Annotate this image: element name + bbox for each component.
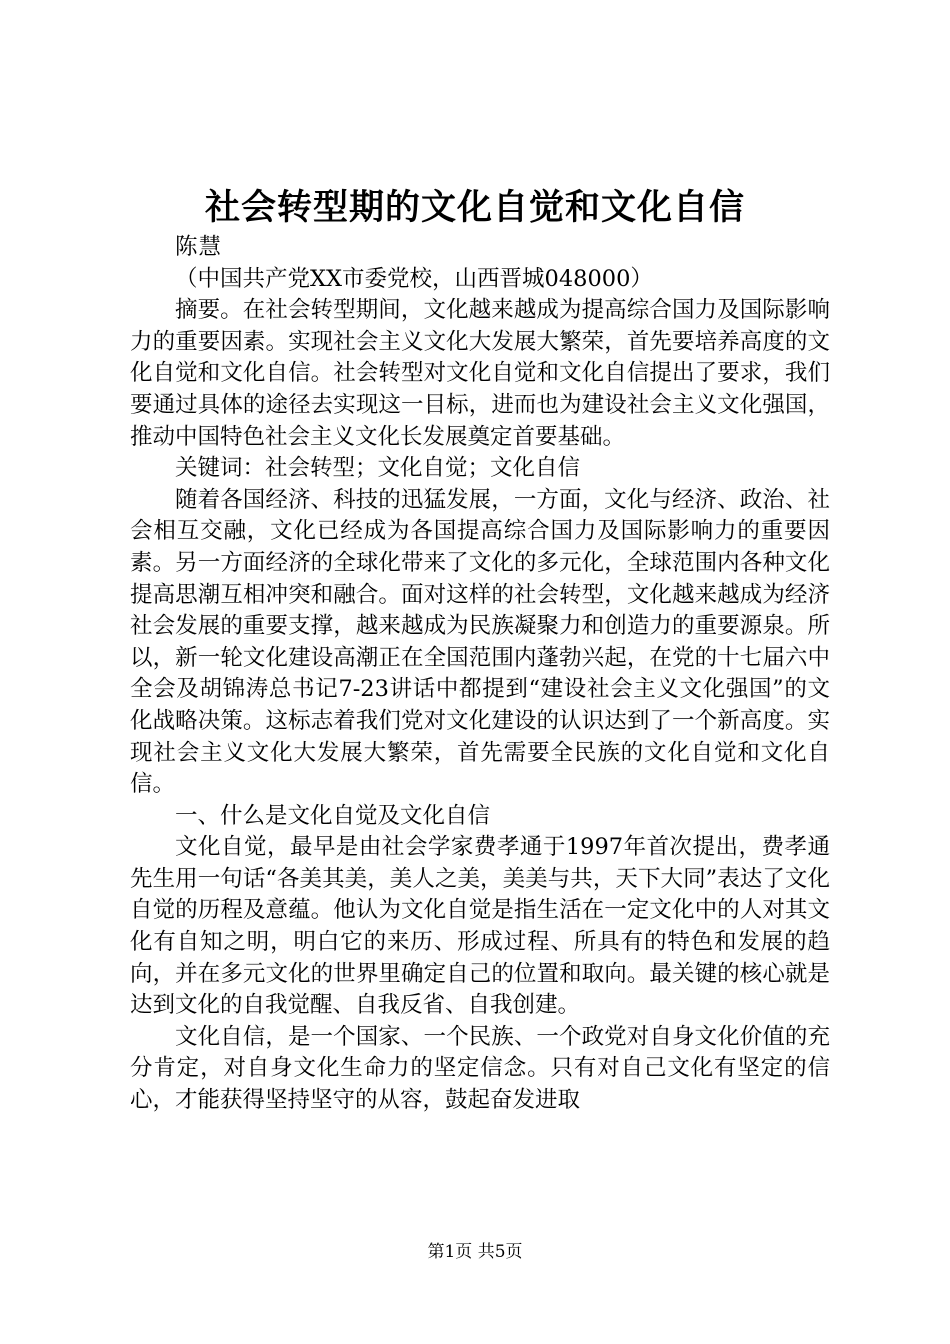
body-paragraph: 文化自信，是一个国家、一个民族、一个政党对自身文化价值的充分肯定，对自身文化生命力的坚定信念。只有对自己文化有坚定的信心，才能获得坚持坚守的从容，鼓起奋发进取 — [130, 1023, 830, 1114]
document-body — [130, 232, 830, 1117]
author-affiliation: （中国共产党XX市委党校，山西晋城048000） — [175, 265, 653, 292]
document-title: 社会转型期的文化自觉和文化自信 — [204, 187, 745, 228]
page-number-footer: 第1页 共5页 — [427, 1242, 523, 1262]
author-name: 陈慧 — [175, 234, 223, 260]
body-paragraph: 文化自觉，最早是由社会学家费孝通于1997年首次提出，费孝通先生用一句话“各美其美，美人之美，美美与共，天下大同”表达了文化自觉的历程及意蕴。他认为文化自觉是指生活在一定文化中的人对其文化有自知之明，明白它的来历、形成过程、所具有的特色和发展的趋向，并在多元文化的世界里确定自己的位置和取向。最关键的核心就是达到文化的自我觉醒、自我反省、自我创建。 — [130, 834, 830, 1019]
section-heading: 一、什么是文化自觉及文化自信 — [175, 802, 491, 829]
keywords-paragraph: 关键词：社会转型；文化自觉；文化自信 — [175, 455, 581, 482]
abstract-paragraph: 摘要。在社会转型期间，文化越来越成为提高综合国力及国际影响力的重要因素。实现社会主义文化大发展大繁荣，首先要培养高度的文化自觉和文化自信。社会转型对文化自觉和文化自信提出了要求，我们要通过具体的途径去实现这一目标，进而也为建设社会主义文化强国，推动中国特色社会主义文化长发展奠定首要基础。 — [130, 297, 830, 450]
body-paragraph: 随着各国经济、科技的迅猛发展，一方面，文化与经济、政治、社会相互交融，文化已经成为各国提高综合国力及国际影响力的重要因素。另一方面经济的全球化带来了文化的多元化，全球范围内各种文化提高思潮互相冲突和融合。面对这样的社会转型，文化越来越成为经济社会发展的重要支撑，越来越成为民族凝聚力和创造力的重要源泉。所以，新一轮文化建设高潮正在全国范围内蓬勃兴起，在党的十七届六中全会及胡锦涛总书记7-23讲话中都提到“建设社会主义文化强国”的文化战略决策。这标志着我们党对文化建设的认识达到了一个新高度。实现社会主义文化大发展大繁荣，首先需要全民族的文化自觉和文化自信。 — [130, 486, 830, 798]
